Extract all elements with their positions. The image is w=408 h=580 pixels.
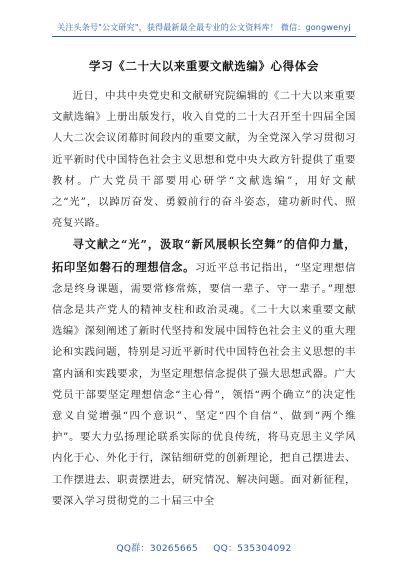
section-text: 习近平总书记指出，“坚定理想信念是终身课题，需要常修常炼，要信一辈子、守一辈子。”理想信念是共产党人的精神支柱和政治灵魂。《二十大以来重要文献选编》深刻阐述了新时代坚持和发展中国特色社会主义的重大理论和实践问题，特别是习近平新时代中国特色社会主义思想的丰富内涵和实践要求，为坚定理想信念提供了强大思想武器。广大党员干部要坚定理想信念“主心骨”，领悟“两个确立”的决定性意义自觉增强“四个意识”、坚定“四个自信”、做到“两个维护”。要大力弘扬理论联系实际的优良传统，将马克思主义学风内化于心、外化于行，深钻细研党的创新理论，把自己摆进去、工作摆进去、职责摆进去，研究情况、解决问题。面对新征程，要深入学习贯彻党的二十届三中全 xyxy=(52,261,356,507)
paragraph-intro: 近日，中共中央党史和文献研究院编辑的《二十大以来重要文献选编》上册出版发行，收入自党的二十大召开至十四届全国人大二次会议闭幕时间段内的重要文献，为全党深入学习贯彻习近平新时代中国特色社会主义思想和党中央大政方针提供了重要教材。广大党员干部要用心研学“文献选编”，用好文献之“光”，以踔厉奋发、勇毅前行的奋斗姿态，建功新时代、照亮复兴路。 xyxy=(52,90,356,230)
header-rule xyxy=(52,36,356,37)
document-body xyxy=(52,86,356,512)
footer xyxy=(0,541,408,554)
footer-qq-group: QQ群：30265665 xyxy=(116,544,199,554)
paragraph-section-1 xyxy=(52,234,356,512)
header-banner: 关注头条号"公文研究"，获得最新最全最专业的公文资料库！ 微信：gongwenyj xyxy=(57,23,351,32)
document-title: 学习《二十大以来重要文献选编》心得体会 xyxy=(89,59,319,73)
footer-qq: QQ：535304092 xyxy=(213,544,292,554)
section-lead: 寻文献之“光”，汲取“新风展帜长空舞”的信仰力量，拓印坚如磐石的理想信念。 xyxy=(52,237,356,274)
